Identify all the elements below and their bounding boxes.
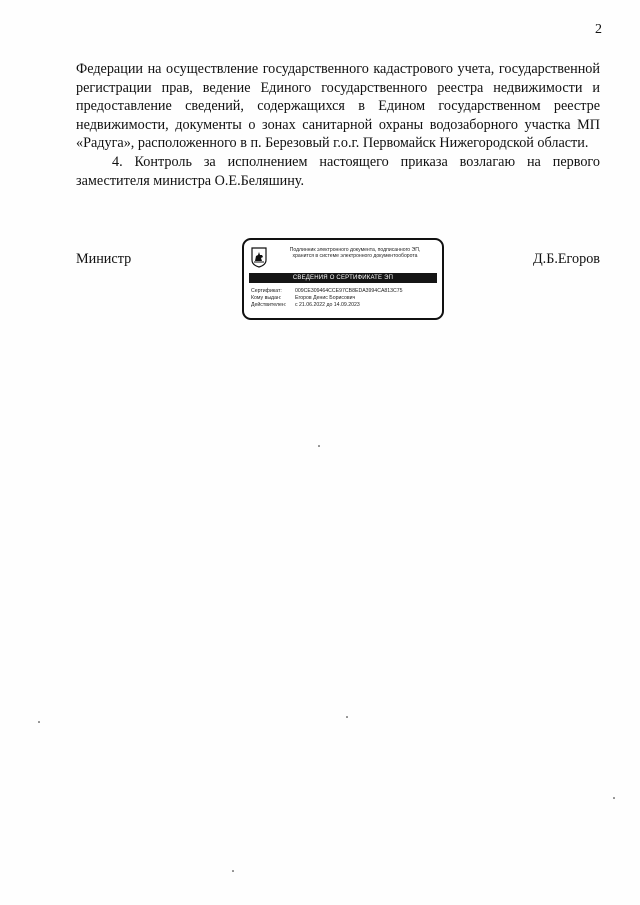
paragraph-control-clause: 4. Контроль за исполнением настоящего приказа возлагаю на первого заместителя министра О.Е.Беляшину. bbox=[76, 153, 600, 189]
stamp-header bbox=[272, 247, 438, 260]
scan-speck bbox=[318, 445, 320, 447]
stamp-header-line: хранится в системе электронного документооборота bbox=[292, 253, 418, 260]
signer-name: Д.Б.Егоров bbox=[532, 251, 600, 267]
coat-of-arms-icon bbox=[251, 247, 267, 268]
stamp-header-line: Подлинник электронного документа, подписанного ЭП, bbox=[289, 247, 421, 253]
stamp-validity-label: Действителен: bbox=[251, 302, 287, 308]
scan-speck bbox=[38, 721, 40, 723]
scan-speck bbox=[613, 797, 615, 799]
document-body bbox=[76, 60, 600, 190]
stamp-issued-to-value: Егоров Денис Борисович bbox=[295, 295, 356, 301]
stamp-certificate-row bbox=[251, 288, 441, 295]
stamp-issued-to-row bbox=[251, 295, 441, 302]
stamp-details bbox=[251, 288, 441, 309]
stamp-certificate-value: 009CE309464CCE97CB8EDA3994CA813C75 bbox=[295, 288, 403, 294]
signer-title: Министр bbox=[76, 251, 132, 267]
stamp-issued-to-label: Кому выдан: bbox=[251, 295, 282, 301]
scan-speck bbox=[346, 716, 348, 718]
electronic-signature-stamp bbox=[242, 238, 444, 320]
stamp-validity-value: с 21.06.2022 до 14.09.2023 bbox=[295, 302, 360, 308]
stamp-certificate-bar: СВЕДЕНИЯ О СЕРТИФИКАТЕ ЭП bbox=[249, 273, 437, 283]
stamp-validity-row bbox=[251, 302, 441, 309]
paragraph-continuation: Федерации на осуществление государственного кадастрового учета, государственной регистрации прав, ведение Единого государственного реестра недвижимости и предоставление сведений, содержащихся в Едином государственном реестре недвижимости, документы о зонах санитарной охраны водозаборного участка МП «Радуга», расположенного в п. Березовый г.о.г. Первомайск Нижегородской области. bbox=[76, 61, 600, 152]
scan-speck bbox=[232, 870, 234, 872]
page-number: 2 bbox=[595, 22, 602, 37]
stamp-certificate-label: Сертификат: bbox=[251, 288, 282, 294]
